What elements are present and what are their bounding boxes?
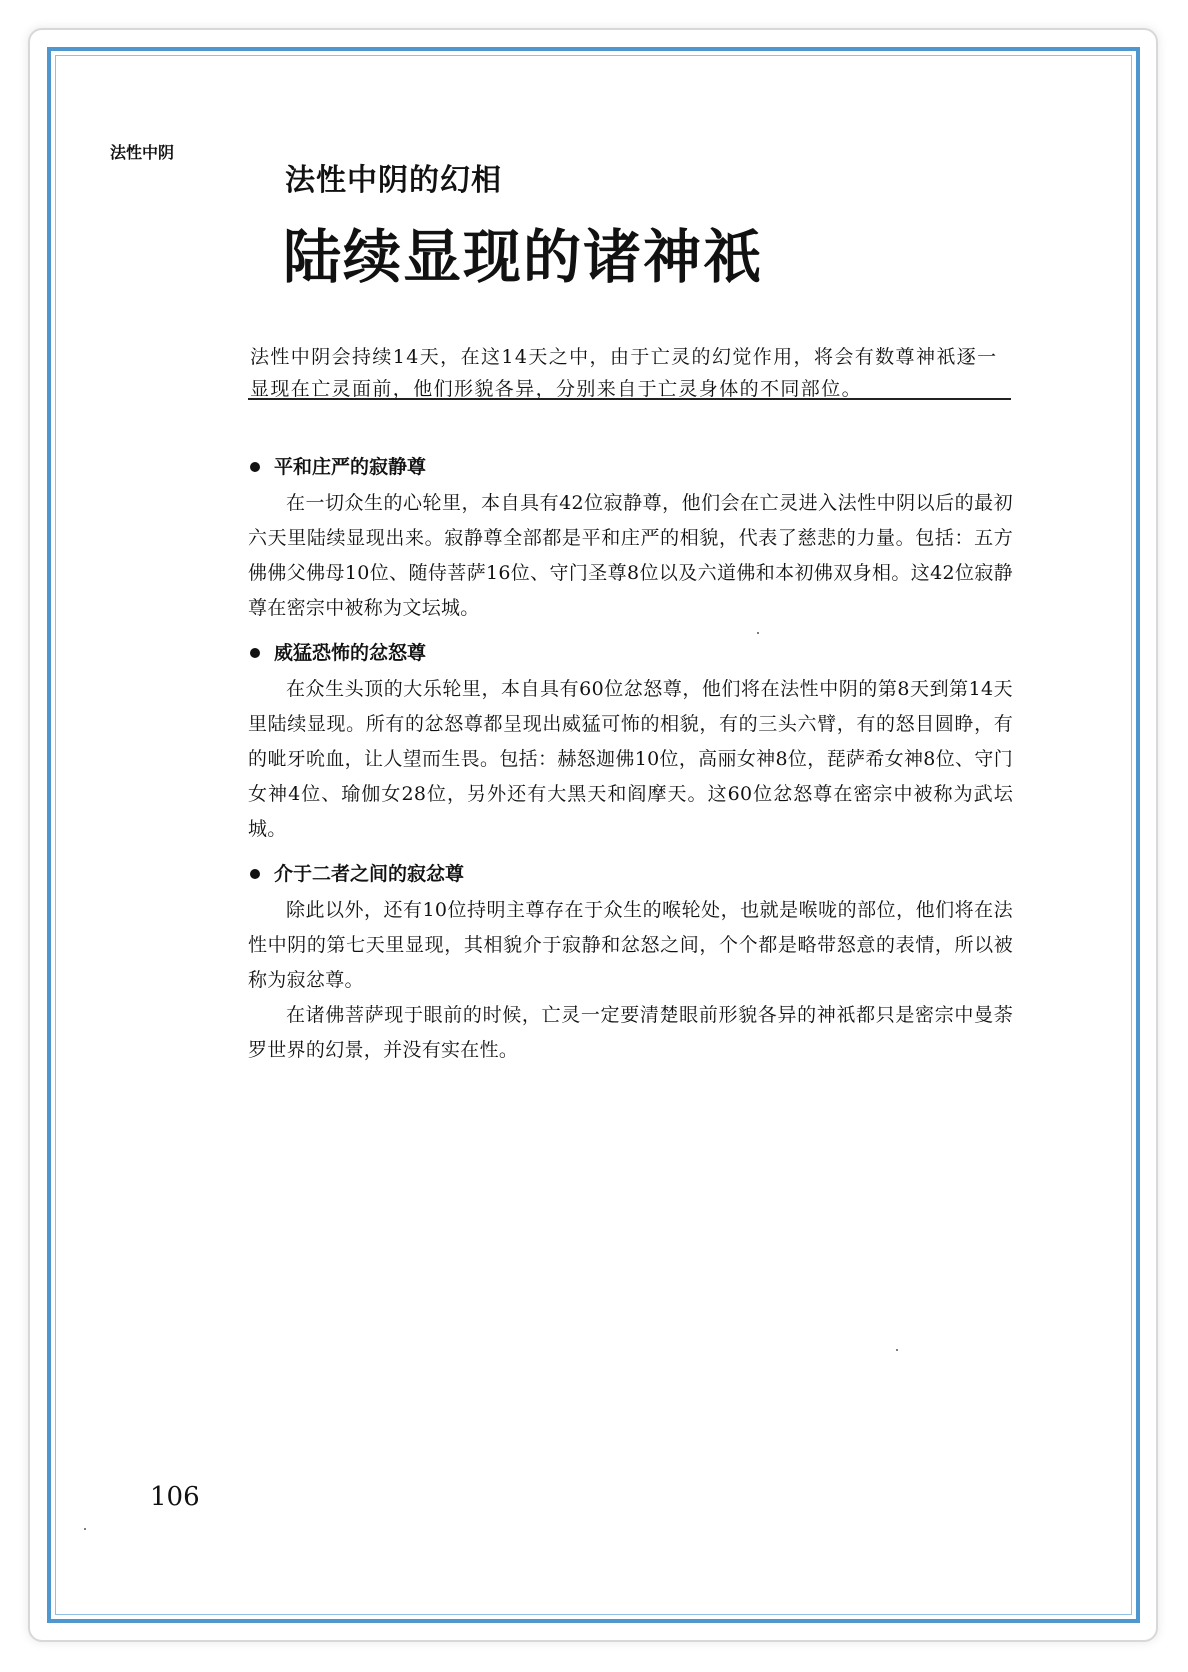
section-heading [248,861,1013,887]
kicker-title: 法性中阴的幻相 [285,163,502,198]
section-heading-text: 平和庄严的寂静尊 [274,456,427,478]
scan-speck [896,1349,898,1351]
section-heading [248,640,1013,666]
closing-paragraph: 在诸佛菩萨现于眼前的时候，亡灵一定要清楚眼前形貌各异的神祇都只是密宗中曼荼罗世界的幻景，并没有实在性。 [248,1004,1013,1061]
bullet-icon [250,648,260,658]
section-wrathful [248,640,1013,847]
bullet-icon [250,462,260,472]
bullet-icon [250,869,260,879]
section-heading [248,454,1013,480]
page-number: 106 [150,1482,200,1512]
section-paragraph: 在一切众生的心轮里，本自具有42位寂静尊，他们会在亡灵进入法性中阴以后的最初六天里陆续显现出来。寂静尊全部都是平和庄严的相貌，代表了慈悲的力量。包括：五方佛佛父佛母10位、随侍菩萨16位、守门圣尊8位以及六道佛和本初佛双身相。这42位寂静尊在密宗中被称为文坛城。 [248,492,1013,619]
scan-speck [84,1528,86,1530]
section-heading-text: 威猛恐怖的忿怒尊 [274,642,427,664]
headline: 陆续显现的诸神祇 [283,223,764,291]
divider-rule [248,398,1011,400]
running-head: 法性中阴 [110,143,175,162]
scan-speck [757,632,759,634]
article-body [248,454,1013,1082]
section-paragraph: 除此以外，还有10位持明主尊存在于众生的喉轮处，也就是喉咙的部位，他们将在法性中阴的第七天里显现，其相貌介于寂静和忿怒之间，个个都是略带怒意的表情，所以被称为寂忿尊。 [248,899,1013,991]
lead-paragraph: 法性中阴会持续14天，在这14天之中，由于亡灵的幻觉作用，将会有数尊神祇逐一显现在亡灵面前，他们形貌各异，分别来自于亡灵身体的不同部位。 [250,346,998,400]
section-heading-text: 介于二者之间的寂忿尊 [274,863,465,885]
section-paragraph: 在众生头顶的大乐轮里，本自具有60位忿怒尊，他们将在法性中阴的第8天到第14天里陆续显现。所有的忿怒尊都呈现出威猛可怖的相貌，有的三头六臂，有的怒目圆睁，有的呲牙吮血，让人望而生畏。包括：赫怒迦佛10位，高丽女神8位，琵萨希女神8位、守门女神4位、瑜伽女28位，另外还有大黑天和阎摩天。这60位忿怒尊在密宗中被称为武坛城。 [248,678,1013,840]
section-peaceful [248,454,1013,626]
section-semi-wrathful [248,861,1013,1068]
